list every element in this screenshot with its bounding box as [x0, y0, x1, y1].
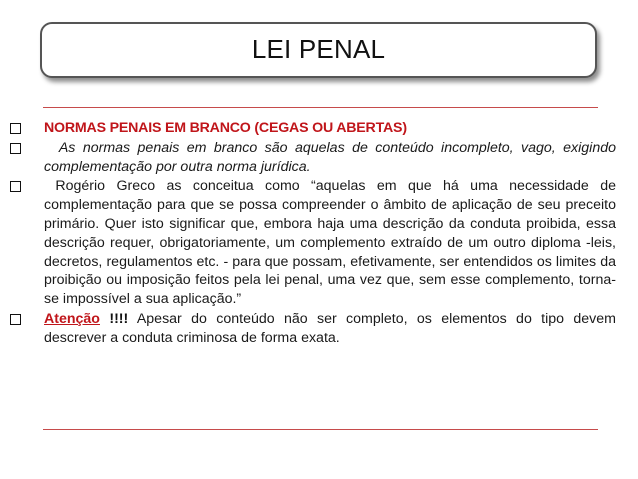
bullet-item — [10, 310, 616, 348]
bullet-item — [10, 119, 616, 138]
quote-text — [44, 177, 616, 309]
definition-text — [44, 139, 616, 177]
bullet-item — [10, 177, 616, 309]
attention-text — [44, 310, 616, 348]
attention-label: Atenção — [44, 310, 100, 327]
quote-text-content: Rogério Greco as conceitua como “aquelas em que há uma necessidade de complementação para que se possa compreender o âmbito de aplicação de seu preceito primário. Quer isto significar que, embora haja uma descrição da conduta proibida, essa descrição requer, obrigatoriamente, um complemento extraído de um outro diploma -leis, decretos, regulamentos etc. - para que possam, efetivamente, ser entendidos os limites da proibição ou imposição feitos pela lei penal, uma vez que, sem esse complemento, torna-se impossível a sua aplicação.” — [44, 178, 616, 308]
section-heading: NORMAS PENAIS EM BRANCO (CEGAS OU ABERTAS) — [44, 120, 407, 136]
bottom-divider — [43, 429, 598, 430]
attention-body: Apesar do conteúdo não ser completo, os elementos do tipo devem descrever a conduta criminosa de forma exata. — [44, 310, 616, 346]
attention-exclaim: !!!! — [109, 310, 129, 327]
checkbox-bullet-icon — [10, 314, 21, 325]
slide-content — [10, 119, 616, 349]
definition-text-content: As normas penais em branco são aquelas de conteúdo incompleto, vago, exigindo complementação por outra norma jurídica. — [44, 139, 616, 175]
title-box — [40, 22, 597, 78]
top-divider — [43, 107, 598, 108]
checkbox-bullet-icon — [10, 181, 21, 192]
checkbox-bullet-icon — [10, 143, 21, 154]
slide-title: LEI PENAL — [251, 34, 386, 64]
bullet-item — [10, 139, 616, 177]
checkbox-bullet-icon — [10, 123, 21, 134]
